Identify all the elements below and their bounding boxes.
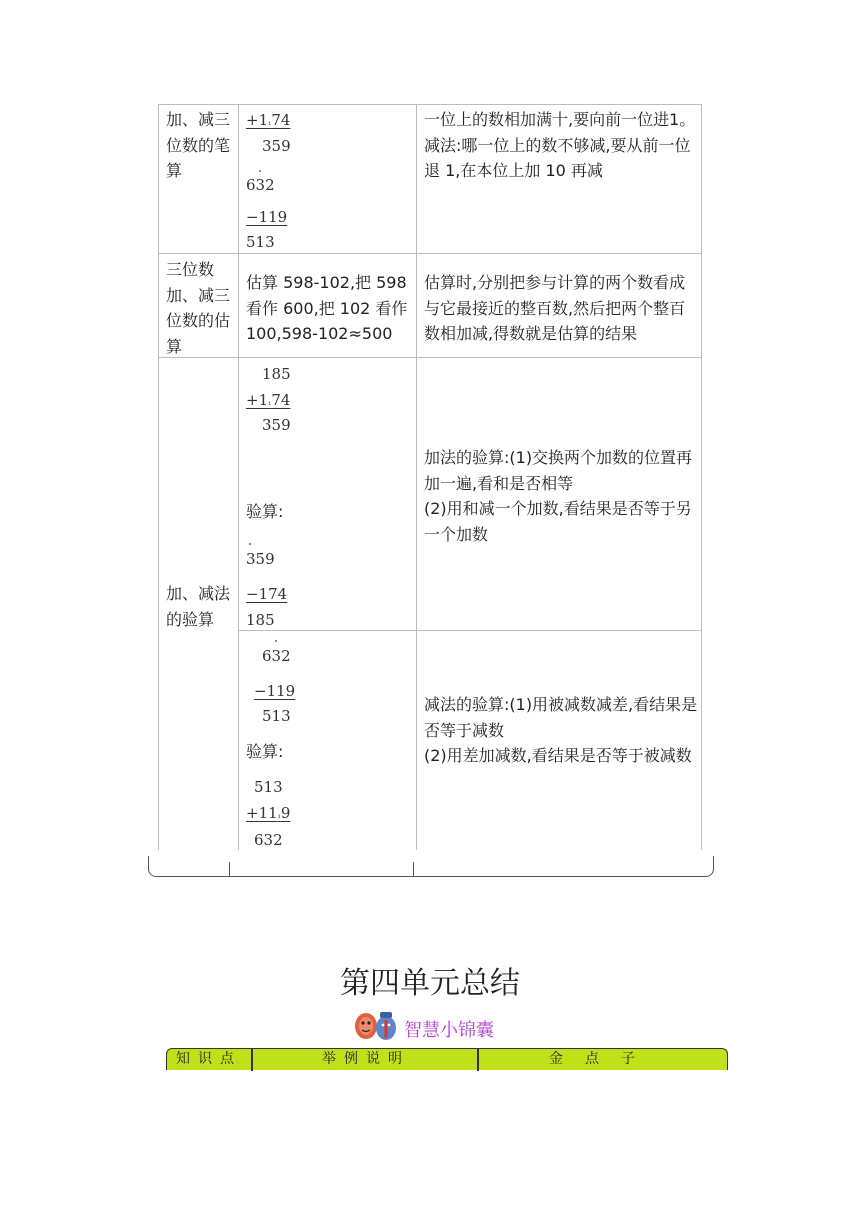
add-check-174: −174 [246,585,288,603]
example-estimation: 估算 598-102,把 598 看作 600,把 102 看作 100,598-102≈500 [246,273,408,343]
example-minuend: 632 [246,176,275,194]
sub-check-513: 513 [254,778,283,796]
tip-estimation: 估算时,分别把参与计算的两个数看成与它最接近的整百数,然后把两个整百数相加减,得数就是估算的结果 [424,273,686,343]
add-line-174: +1₁74 [246,391,291,409]
topic-checking: 加、减法的验算 [166,584,231,629]
sub-line-513: 513 [262,707,291,725]
sub-line-119: −119 [254,682,296,700]
tip-subtraction-check: 减法的验算:(1)用被减数减差,看结果是否等于减数 (2)用差加减数,看结果是否等于被减数 [424,695,698,765]
row-divider-3 [238,630,702,631]
add-line-185: 185 [262,365,291,383]
sub-check-label: 验算: [246,742,284,761]
example-sum: 359 [262,137,291,155]
header-golden-tip: 金点子 [549,1051,657,1067]
topic-estimation: 三位数加、减三位数的估算 [166,260,231,356]
add-check-185: 185 [246,611,275,629]
sub-borrow-dot [275,640,277,642]
example-subtrahend: −119 [246,208,288,226]
tip-addition-check: 加法的验算:(1)交换两个加数的位置再加一遍,看和是否相等 (2)用和减一个加数,看结果是否等于另一个加数 [424,448,693,544]
addend-line: +1₁74 [246,111,291,129]
mascot-bag-icon [352,1004,400,1042]
row-divider-1 [158,253,702,254]
bracket-tick-2 [413,862,414,876]
sub-check-119: +11₁9 [246,804,291,822]
sub-line-632: 632 [262,647,291,665]
header-bar [166,1048,728,1070]
header-example: 举例说明 [322,1051,410,1067]
bottom-bracket [148,856,714,877]
example-difference: 513 [246,233,275,251]
bracket-tick-1 [229,862,230,876]
borrow-dot [259,170,261,172]
add-check-359: 359 [246,550,275,568]
subtitle: 智慧小锦囊 [404,1020,494,1041]
topic-written-calculation: 加、减三位数的笔算 [166,110,231,180]
unit-title: 第四单元总结 [340,966,520,1001]
row-divider-2 [158,357,702,358]
add-check-label: 验算: [246,502,284,521]
tip-written-calculation: 一位上的数相加满十,要向前一位进1。减法:哪一位上的数不够减,要从前一位退 1,在本位上加 10 再减 [424,110,696,180]
sub-check-632: 632 [254,831,283,849]
example-vertical-addition [246,110,290,133]
header-knowledge-point: 知识点 [176,1051,242,1067]
add-borrow-dot [249,543,251,545]
col-divider-2 [416,104,417,850]
add-line-359: 359 [262,416,291,434]
col-divider-1 [238,104,239,850]
